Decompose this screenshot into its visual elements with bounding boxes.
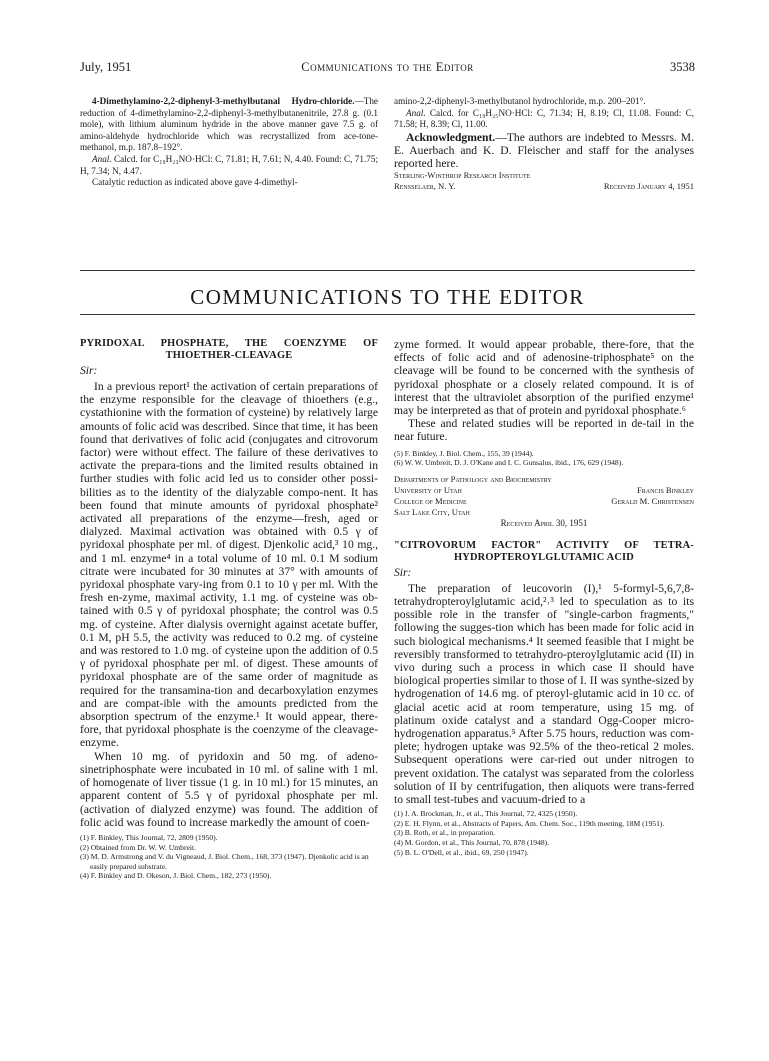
aldehyde-paragraph (80, 96, 378, 154)
footnote: (6) W. W. Umbreit, D. J. O'Kane and I. C. Gunsalus, ibid., 176, 629 (1948). (394, 458, 624, 468)
footnote: (2) E. H. Flynn, et al., Abstracts of Papers, Am. Chem. Soc., 119th meeting, 18M (1951). (394, 818, 665, 828)
article2-title-line1: "CITROVORUM FACTOR" ACTIVITY OF TETRA- (394, 539, 694, 551)
issue-date: July, 1951 (80, 60, 132, 74)
article1-body (80, 380, 378, 829)
article1-footnotes-left (80, 833, 378, 881)
article1-paragraph-1: In a previous report¹ the activation of certain preparations of the enzyme responsible for the cleavage of thioethers (e.g., cystathionine with the formation of cysteine) by relatively large amounts of folic acid was described. Since that time, it has been found that derivatives of folic acid (conjugates and citrovorum factor) were without effect. The failure of these derivatives to activate the prepara-tions and the limited results obtained in further studies with folic acid led us to consider other possi-bilities as to the identity of the dialyzable compo-nent. It has been found that minute amounts of pyridoxal phosphate² activated all preparations of the enzyme—fresh, aged or dialyzed. Maximal activation was obtained with 0.5 γ of pyridoxal phosphate per ml. of digest. Djenkolic acid,³ 10 mg., and 1 ml. enzyme⁴ in a total volume of 10 ml. 0.1 M sodium citrate were incubated for 30 minutes at 37° with amounts of pyridoxal phosphate vary-ing from 0.1 to 10 γ per ml. With the fresh en-zyme, maximal activity, 1.1 mg. of cysteine was ob-tained with 0.5 γ of pyridoxal phosphate; the control was 0.5 mg. of cysteine. After dialysis overnight against acetate buffer, 0.1 M, pH 5.5, the activity was reduced to 0.2 mg. of cysteine and was restored to 1.0 mg. of cysteine upon the addition of 0.5 γ of pyridoxal phosphate per ml. of digest. These amounts of pyridoxal phosphate are of the same order of magnitude as required for the transamina-tion and decarboxylation enzymes and are compat-ible with the amounts predicted from the absorption spectrum of the enzyme.¹ It would appear, there-fore, that pyridoxal phosphate is the coenzyme of the cleavage-enzyme. (80, 380, 378, 750)
article1-footnotes-right (394, 449, 694, 468)
article1-paragraph-2: When 10 mg. of pyridoxin and 50 mg. of adeno-sinetriphosphate were incubated in 10 ml. of saline with 1 ml. of homogenate of liver tissue (1 g. in 10 ml.) for 15 minutes, an apparent content of 5.5 γ of pyridoxal phosphate per ml. (activation of dialyzed enzyme) was found. The addition of folic acid was found to increase markedly the amount of coen- (80, 749, 378, 829)
footnote: (1) J. A. Brockman, Jr., et al., This Journal, 72, 4325 (1950). (394, 809, 578, 819)
article1-left-column (80, 338, 378, 881)
received-date: Received January 4, 1951 (603, 180, 694, 191)
running-head (80, 60, 695, 76)
butanol-text: amino-2,2-diphenyl-3-methylbutanol hydrochloride, m.p. 200–201°. (394, 96, 646, 106)
aldehyde-compound-title: 4-Dimethylamino-2,2-diphenyl-3-methylbutanal Hydro-chloride. (92, 96, 355, 106)
catalytic-paragraph (80, 177, 378, 189)
article1-title (80, 338, 378, 362)
right-column (394, 338, 694, 857)
acknowledgment-text: —The authors are indebted to Messrs. M. E. Auerbach and K. D. Fleischer and staff for the analyses reported here. (394, 130, 694, 170)
article2-paragraph-1: The preparation of leucovorin (I),¹ 5-formyl-5,6,7,8-tetrahydropteroylglutamic acid,²˒³ led to speculation as to its possible role in the transfer of "single-carbon fragments," following the sugges-tion which has been made for folic acid in such biological mechanisms.⁴ It seemed feasible that I might be reversibly transformed to tetrahydro-pteroylglutamic acid (II) in vivo during such a process in which case II should have biological properties similar to those of I. II was synthe-sized by hydrogenation of 14.6 mg. of pteroyl-glutamic acid in 10 cc. of glacial acetic acid at room temperature, using 15 mg. of platinum oxide catalyst and a standard Ogg-Cooper micro-hydrogenation apparatus.⁵ After 5.75 hours, reduction was com-plete; hydrogen uptake was 92.5% of the theo-retical 2 moles. Subsequent operations were car-ried out under nitrogen to prevent oxidation. The catalyst was separated from the colorless solution of II by centrifugation, then aliquots were trans-ferred to small test-tubes and vacuum-dried to a (394, 581, 694, 807)
affiliation-row-1 (394, 485, 694, 496)
section-title: COMMUNICATIONS TO THE EDITOR (190, 285, 585, 309)
footnote: (5) B. L. O'Dell, et al., ibid., 69, 250 (1947). (394, 847, 529, 857)
analysis-text-2: Calcd. for C₁₉H₂₅NO·HCl: C, 71.34; H, 8.19; Cl, 11.08. Found: C, 71.58; H, 8.39; Cl, 11.00. (394, 107, 694, 130)
article1-received-date: Received April 30, 1951 (500, 517, 588, 528)
article2-title-line2: HYDROPTEROYLGLUTAMIC ACID (453, 551, 635, 563)
affiliation-departments: Departments of Pathology and Biochemistry (394, 473, 552, 484)
analysis-paragraph-1 (80, 154, 378, 177)
institute-affiliation: Sterling-Winthrop Research Institute (394, 169, 531, 180)
section-rule-top (80, 270, 695, 271)
article1-continuation (394, 338, 694, 444)
footnote: (3) B. Roth, et al., in preparation. (394, 828, 496, 838)
article2-salutation: Sir: (394, 565, 412, 579)
affiliation-row-2 (394, 496, 694, 507)
footnote: (2) Obtained from Dr. W. W. Umbreit. (80, 842, 196, 852)
journal-section: Communications to the Editor (301, 60, 474, 74)
article2-footnotes (394, 809, 694, 857)
footnote: (3) M. D. Armstrong and V. du Vigneaud, J. Biol. Chem., 168, 373 (1947). Djenkolic acid is an easily prepared substrate. (80, 852, 369, 871)
article1-title-line1: PYRIDOXAL PHOSPHATE, THE COENZYME OF (80, 338, 378, 349)
analysis-paragraph-2 (394, 108, 694, 131)
anal-label: Anal. (406, 107, 426, 118)
anal-label: Anal. (92, 153, 112, 164)
page-number: 3538 (670, 60, 695, 74)
top-left-column (80, 96, 378, 189)
institute-location: Rensselaer, N. Y. (394, 180, 456, 191)
article1-paragraph-cont: zyme formed. It would appear probable, there-fore, that the effects of folic acid and of adenosine-triphosphate⁵ on the cleavage will be found to be concerned with the synthesis of pyridoxal phosphate or a closely related compound. It is of interest that the ultraviolet absorption of the purified enzyme¹ may be interpreted as that of protein and pyridoxal phosphate.⁶ (394, 338, 694, 418)
aldehyde-text: —The reduction of 4-dimethylamino-2,2-diphenyl-3-methylbutanenitrile, 27.8 g. (0.1 mole), with lithium aluminum hydride in the above manner gave 7.5 g. of amino-aldehyde hydrochloride which was recrystallized from ace-tone-methanol, m.p. 187.8–192°. (80, 96, 378, 153)
acknowledgment-title: Acknowledgment. (406, 130, 496, 144)
affiliation-university: University of Utah (394, 484, 462, 495)
location-row (394, 181, 694, 192)
footnote: (4) M. Gordon, et al., This Journal, 70, 878 (1948). (394, 838, 550, 848)
catalytic-text: Catalytic reduction as indicated above gave 4-dimethyl- (92, 177, 298, 188)
affiliation-college: College of Medicine (394, 495, 467, 506)
author-name: Gerald M. Christensen (611, 495, 694, 506)
author-name: Francis Binkley (637, 484, 694, 495)
footnote: (1) F. Binkley, This Journal, 72, 2809 (1950). (80, 832, 218, 842)
affiliation-city: Salt Lake City, Utah (394, 506, 470, 517)
article1-paragraph-3: These and related studies will be reported in de-tail in the near future. (394, 417, 694, 444)
article1-salutation: Sir: (80, 364, 98, 377)
footnote: (5) F. Binkley, J. Biol. Chem., 155, 39 (1944). (394, 448, 534, 458)
analysis-text-1: Calcd. for C₁₉H₂₃NO·HCl: C, 71.81; H, 7.61; N, 4.40. Found: C, 71.75; H, 7.34; N, 4.47. (80, 153, 378, 176)
article2-body (394, 582, 694, 806)
article1-title-line2: THIOETHER-CLEAVAGE (165, 350, 293, 361)
article1-signature (394, 474, 694, 528)
article2-title (394, 540, 694, 564)
footnote: (4) F. Binkley and D. Okeson, J. Biol. Chem., 182, 273 (1950). (80, 871, 272, 881)
acknowledgment-paragraph (394, 131, 694, 170)
top-right-column (394, 96, 694, 192)
butanol-paragraph (394, 96, 694, 108)
section-rule-bottom (80, 314, 695, 315)
